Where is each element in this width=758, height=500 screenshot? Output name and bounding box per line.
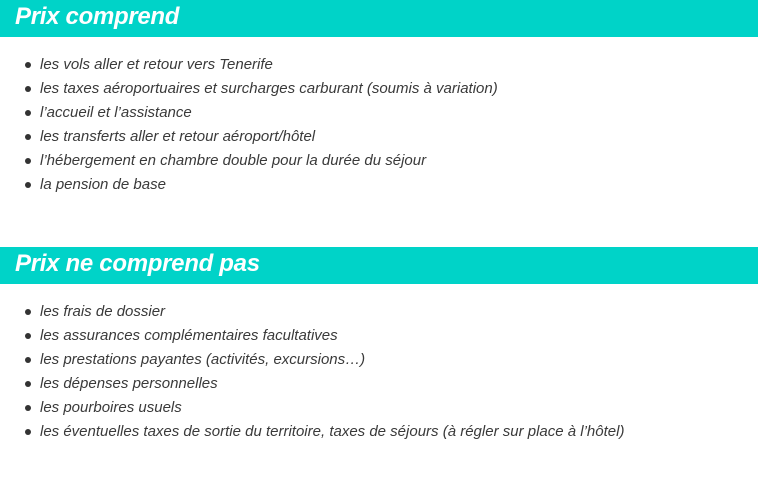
list-item [0,77,758,101]
list-item [0,300,758,324]
list-item [0,173,758,197]
bullet-icon [25,405,31,411]
included-title: Prix comprend [15,3,180,30]
included-section [0,0,758,193]
bullet-icon [25,134,31,140]
bullet-icon [25,381,31,387]
excluded-title: Prix ne comprend pas [15,250,260,277]
bullet-icon [25,182,31,188]
list-item [0,324,758,348]
list-item-text: la pension de base [40,176,166,193]
list-item-text: les éventuelles taxes de sortie du territoire, taxes de séjours (à régler sur place à l’hôtel) [40,423,625,440]
list-item [0,420,758,444]
bullet-icon [25,309,31,315]
list-item-text: les dépenses personnelles [40,375,218,392]
bullet-icon [25,110,31,116]
list-item-text: les transferts aller et retour aéroport/hôtel [40,128,316,145]
list-item-text: les pourboires usuels [40,399,182,416]
list-item-text: les vols aller et retour vers Tenerife [40,56,273,73]
list-item-text: l’accueil et l’assistance [40,104,192,121]
list-item-text: les frais de dossier [40,303,166,320]
bullet-icon [25,158,31,164]
excluded-list [0,300,758,444]
list-item [0,125,758,149]
list-item-text: les taxes aéroportuaires et surcharges carburant (soumis à variation) [40,80,498,97]
included-list [0,53,758,197]
bullet-icon [25,333,31,339]
list-item-text: l’hébergement en chambre double pour la durée du séjour [40,152,427,169]
list-item [0,396,758,420]
list-item [0,348,758,372]
excluded-section [0,247,758,440]
bullet-icon [25,357,31,363]
bullet-icon [25,62,31,68]
list-item [0,101,758,125]
list-item [0,149,758,173]
list-item-text: les assurances complémentaires facultatives [40,327,338,344]
bullet-icon [25,86,31,92]
excluded-header [0,247,758,284]
list-item [0,53,758,77]
list-item-text: les prestations payantes (activités, excursions…) [40,351,366,368]
list-item [0,372,758,396]
included-header [0,0,758,37]
bullet-icon [25,429,31,435]
